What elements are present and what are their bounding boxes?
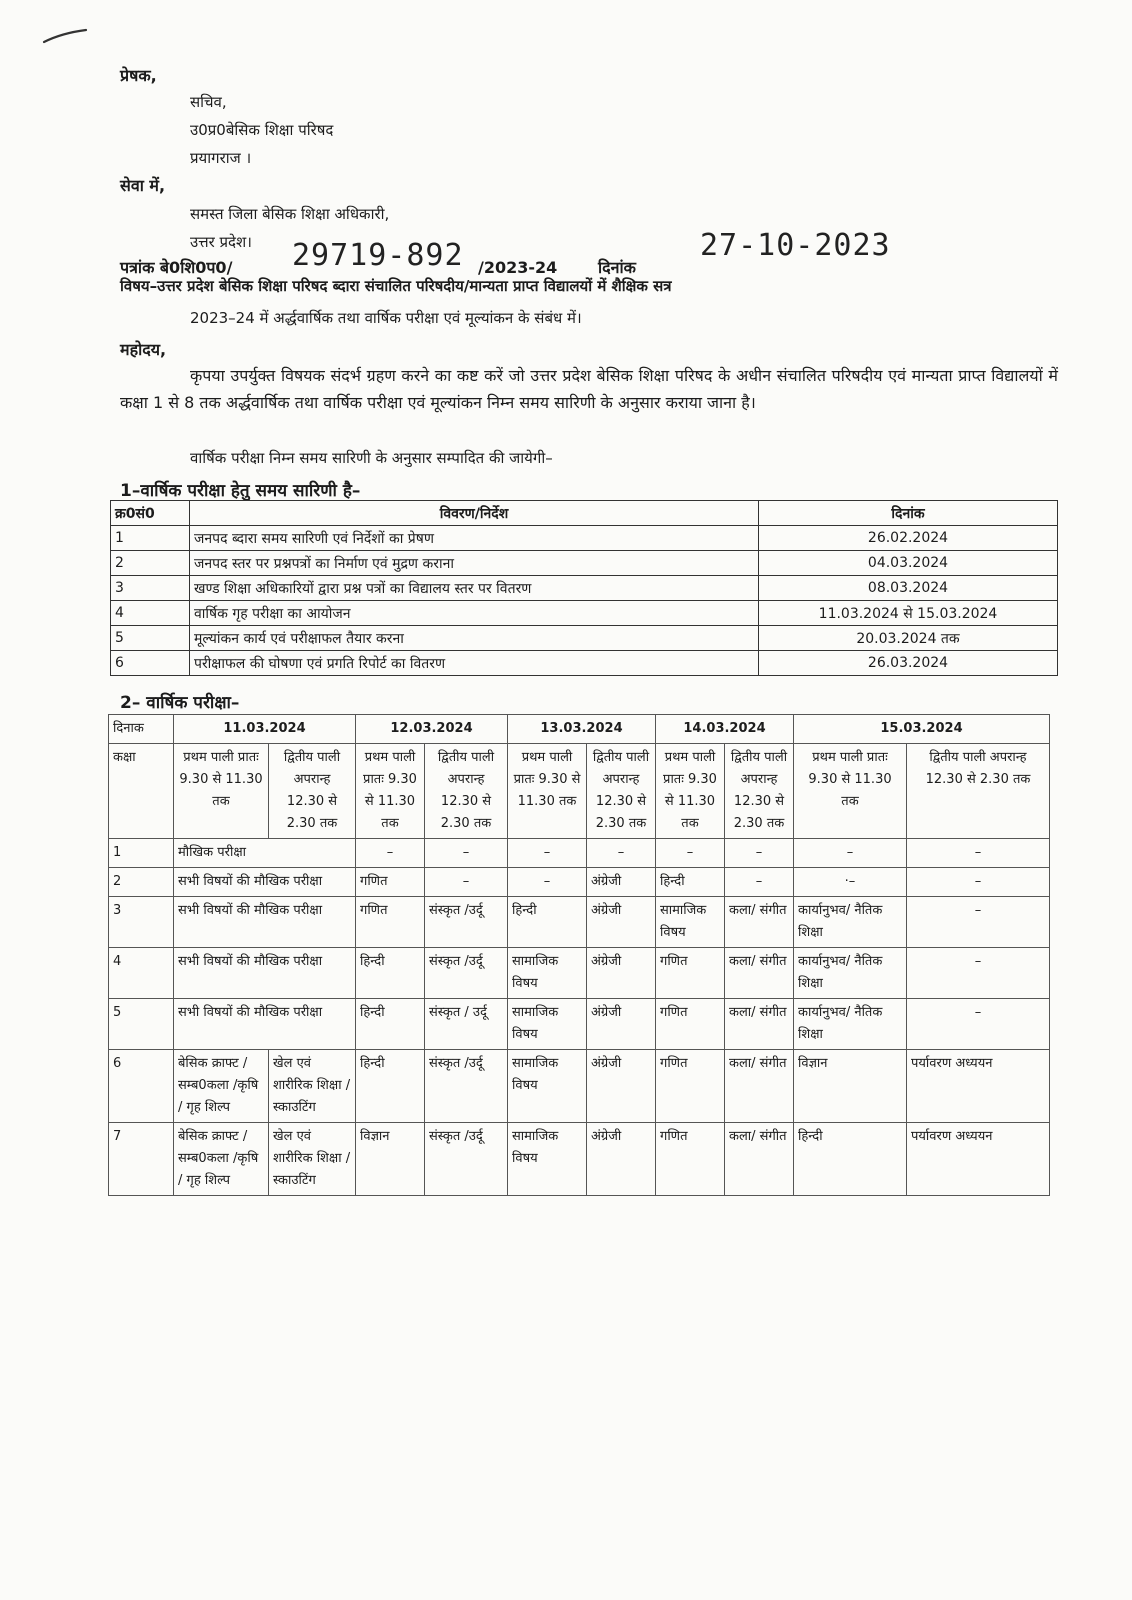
subject-cell: हिन्दी bbox=[656, 868, 725, 897]
subject-cell: – bbox=[907, 948, 1050, 999]
subject-cell: कार्यानुभव/ नैतिक शिक्षा bbox=[794, 897, 907, 948]
table-header-row bbox=[111, 501, 1058, 526]
subject-cell: – bbox=[656, 839, 725, 868]
class-number-cell: 2 bbox=[109, 868, 174, 897]
cell-description: खण्ड शिक्षा अधिकारियों द्वारा प्रश्न पत्रों का विद्यालय स्तर पर वितरण bbox=[190, 576, 759, 601]
subject-cell: गणित bbox=[356, 868, 425, 897]
table-row bbox=[109, 839, 1050, 868]
subject-cell: हिन्दी bbox=[794, 1123, 907, 1196]
date-label-cell: दिनाक bbox=[109, 715, 174, 744]
to-line-1: समस्त जिला बेसिक शिक्षा अधिकारी, bbox=[190, 205, 390, 223]
subject-cell: – bbox=[907, 839, 1050, 868]
subject-cell: हिन्दी bbox=[356, 999, 425, 1050]
subject-cell: पर्यावरण अध्ययन bbox=[907, 1123, 1050, 1196]
subject-cell: हिन्दी bbox=[356, 1050, 425, 1123]
sender-label: प्रेषक, bbox=[120, 66, 157, 85]
subject-cell: सामाजिक विषय bbox=[508, 999, 587, 1050]
shift-cell: प्रथम पाली प्रातः 9.30 से 11.30 तक bbox=[508, 744, 587, 839]
subject-cell: गणित bbox=[656, 1123, 725, 1196]
subject-cell: अंग्रेजी bbox=[587, 999, 656, 1050]
class-number-cell: 6 bbox=[109, 1050, 174, 1123]
shift-cell: प्रथम पाली प्रातः 9.30 से 11.30 तक bbox=[356, 744, 425, 839]
cell-serial: 1 bbox=[111, 526, 190, 551]
subject-cell: सभी विषयों की मौखिक परीक्षा bbox=[174, 897, 356, 948]
cell-date: 04.03.2024 bbox=[759, 551, 1058, 576]
subject-cell: – bbox=[907, 897, 1050, 948]
cell-serial: 4 bbox=[111, 601, 190, 626]
shifts-row bbox=[109, 744, 1050, 839]
class-number-cell: 7 bbox=[109, 1123, 174, 1196]
dates-row bbox=[109, 715, 1050, 744]
cell-date: 26.02.2024 bbox=[759, 526, 1058, 551]
subject-cell: खेल एवं शारीरिक शिक्षा / स्काउटिंग bbox=[269, 1123, 356, 1196]
cell-description: परीक्षाफल की घोषणा एवं प्रगति रिपोर्ट का वितरण bbox=[190, 651, 759, 676]
subject-cell: पर्यावरण अध्ययन bbox=[907, 1050, 1050, 1123]
table-row bbox=[111, 551, 1058, 576]
subject-cell: कला/ संगीत bbox=[725, 948, 794, 999]
reference-label: पत्रांक बे0शि0प0/ bbox=[120, 258, 233, 277]
class-number-cell: 3 bbox=[109, 897, 174, 948]
salutation: महोदय, bbox=[120, 340, 167, 359]
subject-cell: अंग्रेजी bbox=[587, 1050, 656, 1123]
subject-cell: – bbox=[425, 868, 508, 897]
subject-cell: बेसिक क्राफ्ट / सम्ब0कला /कृषि / गृह शिल्प bbox=[174, 1050, 269, 1123]
subject-cell: बेसिक क्राफ्ट / सम्ब0कला /कृषि / गृह शिल्प bbox=[174, 1123, 269, 1196]
table-row bbox=[109, 1050, 1050, 1123]
table-row bbox=[109, 868, 1050, 897]
subject-cell: संस्कृत /उर्दू bbox=[425, 1050, 508, 1123]
section-1-title: 1–वार्षिक परीक्षा हेतु समय सारिणी है– bbox=[120, 481, 361, 501]
subject-cell: – bbox=[907, 999, 1050, 1050]
subject-cell: सभी विषयों की मौखिक परीक्षा bbox=[174, 999, 356, 1050]
subject-cell: संस्कृत / उर्दू bbox=[425, 999, 508, 1050]
subject-cell: अंग्रेजी bbox=[587, 868, 656, 897]
subject-cell: सामाजिक विषय bbox=[656, 897, 725, 948]
date-cell: 11.03.2024 bbox=[174, 715, 356, 744]
subject-cell: कला/ संगीत bbox=[725, 1123, 794, 1196]
subject-cell: विज्ञान bbox=[794, 1050, 907, 1123]
shift-cell: प्रथम पाली प्रातः 9.30 से 11.30 तक bbox=[174, 744, 269, 839]
subject-line-2: 2023–24 में अर्द्धवार्षिक तथा वार्षिक परीक्षा एवं मूल्यांकन के संबंध में। bbox=[190, 309, 582, 327]
subject-cell: कला/ संगीत bbox=[725, 1050, 794, 1123]
subject-cell: सामाजिक विषय bbox=[508, 1123, 587, 1196]
subject-cell: हिन्दी bbox=[508, 897, 587, 948]
subject-cell: गणित bbox=[656, 948, 725, 999]
subject-cell: सभी विषयों की मौखिक परीक्षा bbox=[174, 868, 356, 897]
date-cell: 15.03.2024 bbox=[794, 715, 1050, 744]
cell-date: 26.03.2024 bbox=[759, 651, 1058, 676]
class-label-cell: कक्षा bbox=[109, 744, 174, 839]
subject-cell: – bbox=[587, 839, 656, 868]
shift-cell: द्वितीय पाली अपरान्ह 12.30 से 2.30 तक bbox=[425, 744, 508, 839]
table-row bbox=[109, 999, 1050, 1050]
subject-cell: ·– bbox=[794, 868, 907, 897]
body-paragraph: कृपया उपर्युक्त विषयक संदर्भ ग्रहण करने का कष्ट करें जो उत्तर प्रदेश बेसिक शिक्षा परिषद के अधीन संचालित परिषदीय एवं मान्यता प्राप्त विद्यालयों में कक्षा 1 से 8 तक अर्द्धवार्षिक तथा वार्षिक परीक्षा एवं मूल्यांकन निम्न समय सारिणी के अनुसार कराया जाना है। bbox=[120, 366, 1058, 412]
subject-cell: खेल एवं शारीरिक शिक्षा / स्काउटिंग bbox=[269, 1050, 356, 1123]
body-line-2: वार्षिक परीक्षा निम्न समय सारिणी के अनुसार सम्पादित की जायेगी– bbox=[190, 449, 553, 467]
subject-cell: अंग्रेजी bbox=[587, 1123, 656, 1196]
subject-cell: कार्यानुभव/ नैतिक शिक्षा bbox=[794, 948, 907, 999]
subject-cell: गणित bbox=[656, 1050, 725, 1123]
table-row bbox=[111, 651, 1058, 676]
cell-description: वार्षिक गृह परीक्षा का आयोजन bbox=[190, 601, 759, 626]
subject-cell: संस्कृत /उर्दू bbox=[425, 948, 508, 999]
table-row bbox=[111, 576, 1058, 601]
table-row bbox=[109, 948, 1050, 999]
cell-date: 08.03.2024 bbox=[759, 576, 1058, 601]
date-cell: 14.03.2024 bbox=[656, 715, 794, 744]
cell-date: 11.03.2024 से 15.03.2024 bbox=[759, 601, 1058, 626]
table-row bbox=[111, 526, 1058, 551]
subject-cell: – bbox=[725, 839, 794, 868]
sender-line-3: प्रयागराज । bbox=[190, 149, 252, 167]
pen-stroke-mark bbox=[42, 28, 88, 44]
table-row bbox=[111, 601, 1058, 626]
class-number-cell: 5 bbox=[109, 999, 174, 1050]
date-cell: 12.03.2024 bbox=[356, 715, 508, 744]
cell-serial: 3 bbox=[111, 576, 190, 601]
cell-description: मूल्यांकन कार्य एवं परीक्षाफल तैयार करना bbox=[190, 626, 759, 651]
subject-cell: – bbox=[425, 839, 508, 868]
shift-cell: द्वितीय पाली अपरान्ह 12.30 से 2.30 तक bbox=[587, 744, 656, 839]
cell-description: जनपद स्तर पर प्रश्नपत्रों का निर्माण एवं मुद्रण कराना bbox=[190, 551, 759, 576]
section-2-title: 2– वार्षिक परीक्षा– bbox=[120, 693, 240, 713]
subject-cell: सभी विषयों की मौखिक परीक्षा bbox=[174, 948, 356, 999]
subject-cell: अंग्रेजी bbox=[587, 948, 656, 999]
shift-cell: द्वितीय पाली अपरान्ह 12.30 से 2.30 तक bbox=[725, 744, 794, 839]
header-description: विवरण/निर्देश bbox=[190, 501, 759, 526]
to-label: सेवा में, bbox=[120, 176, 166, 195]
subject-cell: गणित bbox=[656, 999, 725, 1050]
subject-cell: – bbox=[508, 839, 587, 868]
subject-cell: कार्यानुभव/ नैतिक शिक्षा bbox=[794, 999, 907, 1050]
date-cell: 13.03.2024 bbox=[508, 715, 656, 744]
schedule-table bbox=[110, 500, 1058, 676]
exam-timetable-body bbox=[109, 839, 1050, 1196]
header-serial: क्र0सं0 bbox=[111, 501, 190, 526]
subject-cell: – bbox=[725, 868, 794, 897]
subject-cell: कला/ संगीत bbox=[725, 897, 794, 948]
reference-number-handwritten: 29719-892 bbox=[292, 238, 464, 273]
cell-serial: 5 bbox=[111, 626, 190, 651]
table-row bbox=[109, 897, 1050, 948]
subject-cell: – bbox=[794, 839, 907, 868]
subject-cell: संस्कृत /उर्दू bbox=[425, 897, 508, 948]
subject-cell: मौखिक परीक्षा bbox=[174, 839, 356, 868]
sender-line-2: उ0प्र0बेसिक शिक्षा परिषद bbox=[190, 121, 334, 139]
cell-date: 20.03.2024 तक bbox=[759, 626, 1058, 651]
subject-cell: – bbox=[907, 868, 1050, 897]
exam-timetable bbox=[108, 714, 1050, 1196]
sender-line-1: सचिव, bbox=[190, 93, 227, 111]
subject-cell: विज्ञान bbox=[356, 1123, 425, 1196]
date-label: दिनांक bbox=[598, 258, 636, 277]
subject-cell: अंग्रेजी bbox=[587, 897, 656, 948]
shift-cell: प्रथम पाली प्रातः 9.30 से 11.30 तक bbox=[656, 744, 725, 839]
date-handwritten: 27-10-2023 bbox=[700, 228, 891, 263]
subject-cell: सामाजिक विषय bbox=[508, 1050, 587, 1123]
subject-cell: कला/ संगीत bbox=[725, 999, 794, 1050]
subject-cell: संस्कृत /उर्दू bbox=[425, 1123, 508, 1196]
shift-cell: द्वितीय पाली अपरान्ह 12.30 से 2.30 तक bbox=[907, 744, 1050, 839]
shift-cell: द्वितीय पाली अपरान्ह 12.30 से 2.30 तक bbox=[269, 744, 356, 839]
table-row bbox=[111, 626, 1058, 651]
cell-serial: 6 bbox=[111, 651, 190, 676]
cell-serial: 2 bbox=[111, 551, 190, 576]
header-date: दिनांक bbox=[759, 501, 1058, 526]
subject-cell: सामाजिक विषय bbox=[508, 948, 587, 999]
cell-description: जनपद ब्दारा समय सारिणी एवं निर्देशों का प्रेषण bbox=[190, 526, 759, 551]
subject-cell: गणित bbox=[356, 897, 425, 948]
subject-cell: हिन्दी bbox=[356, 948, 425, 999]
to-line-2: उत्तर प्रदेश। bbox=[190, 233, 252, 251]
subject-cell: – bbox=[508, 868, 587, 897]
subject-line-1: विषय–उत्तर प्रदेश बेसिक शिक्षा परिषद ब्दारा संचालित परिषदीय/मान्यता प्राप्त विद्यालयों में शैक्षिक सत्र bbox=[120, 277, 672, 295]
class-number-cell: 1 bbox=[109, 839, 174, 868]
table-row bbox=[109, 1123, 1050, 1196]
shift-cell: प्रथम पाली प्रातः 9.30 से 11.30 तक bbox=[794, 744, 907, 839]
class-number-cell: 4 bbox=[109, 948, 174, 999]
reference-year: /2023-24 bbox=[478, 258, 558, 277]
subject-cell: – bbox=[356, 839, 425, 868]
